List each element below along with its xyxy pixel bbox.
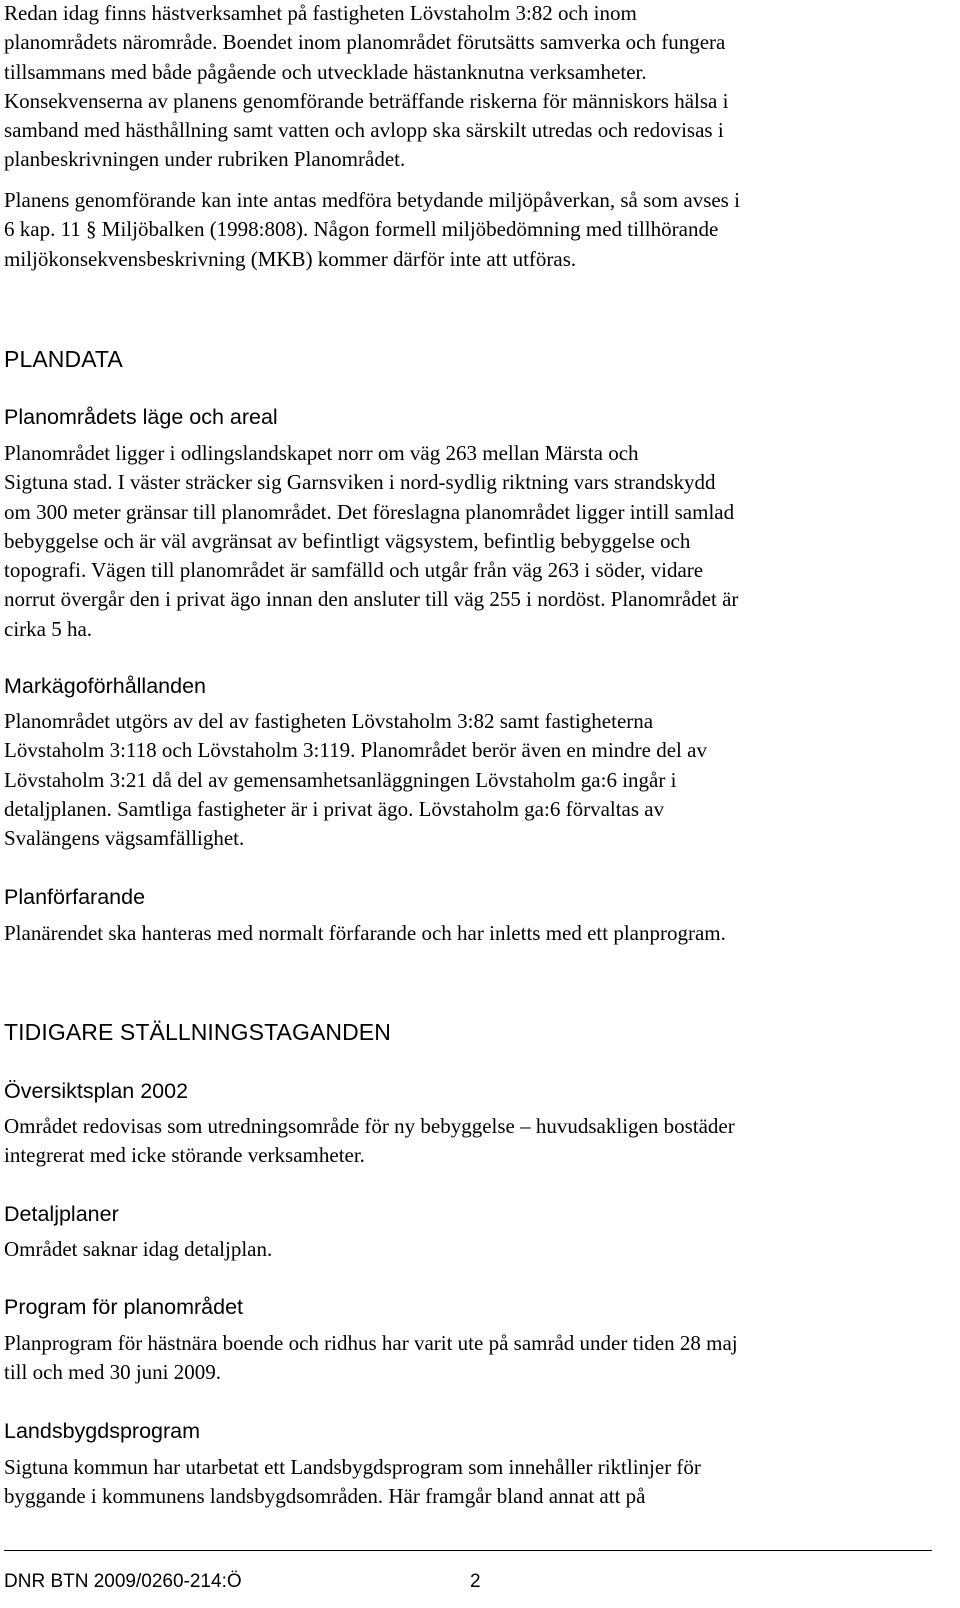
subheading-planforfarande: Planförfarande — [4, 885, 146, 909]
paragraph-landsbygdsprogram: Sigtuna kommun har utarbetat ett Landsbygdsprogram som innehåller riktlinjer för byggande i kommunens landsbygdsområden. Här framgår bland annat att på — [4, 1455, 701, 1509]
footer-document-reference: DNR BTN 2009/0260-214:Ö — [4, 1571, 242, 1592]
paragraph-lage-och-areal: Planområdet ligger i odlingslandskapet norr om väg 263 mellan Märsta och Sigtuna stad. I väster sträcker sig Garnsviken i nord-sydlig riktning vars strandskydd om 300 meter gränsar till planområdet. Det föreslagna planområdet ligger intill samlad bebyggelse och är väl avgränsat av befintligt vägsystem, befintlig bebyggelse och topografi. Vägen till planområdet är samfälld och utgår från väg 263 i söder, vidare norrut övergår den i privat ägo innan den ansluter till väg 255 i nordöst. Planområdet är cirka 5 ha. — [4, 441, 739, 641]
subheading-program-for-planomradet: Program för planområdet — [4, 1295, 243, 1319]
paragraph-oversiktsplan: Området redovisas som utredningsområde för ny bebyggelse – huvudsakligen bostäder integrerat med icke störande verksamheter. — [4, 1114, 735, 1168]
footer-divider — [4, 1550, 932, 1551]
paragraph-program-for-planomradet: Planprogram för hästnära boende och ridhus har varit ute på samråd under tiden 28 maj till och med 30 juni 2009. — [4, 1331, 738, 1385]
subheading-detaljplaner: Detaljplaner — [4, 1202, 119, 1226]
paragraph-planforfarande: Planärendet ska hanteras med normalt förfarande och har inletts med ett planprogram. — [4, 921, 726, 945]
paragraph-detaljplaner: Området saknar idag detaljplan. — [4, 1237, 273, 1261]
subheading-landsbygdsprogram: Landsbygdsprogram — [4, 1419, 201, 1443]
section-heading-plandata: PLANDATA — [4, 346, 123, 372]
section-heading-tidigare-stallningstaganden: TIDIGARE STÄLLNINGSTAGANDEN — [4, 1019, 391, 1045]
subheading-oversiktsplan: Översiktsplan 2002 — [4, 1079, 189, 1103]
intro-paragraph-environment: Planens genomförande kan inte antas medföra betydande miljöpåverkan, så som avses i 6 kap. 11 § Miljöbalken (1998:808). Någon formell miljöbedömning med tillhörande miljökonsekvensbeskrivning (MKB) kommer därför inte att utföras. — [4, 188, 740, 271]
footer-page-number: 2 — [470, 1571, 481, 1592]
subheading-markagoforhallanden: Markägoförhållanden — [4, 674, 206, 698]
subheading-lage-och-areal: Planområdets läge och areal — [4, 405, 278, 429]
paragraph-markagoforhallanden: Planområdet utgörs av del av fastigheten Lövstaholm 3:82 samt fastigheterna Lövstaholm 3:118 och Lövstaholm 3:119. Planområdet berör även en mindre del av Lövstaholm 3:21 då del av gemensamhetsanläggningen Lövstaholm ga:6 ingår i detaljplanen. Samtliga fastigheter är i privat ägo. Lövstaholm ga:6 förvaltas av Svalängens vägsamfällighet. — [4, 709, 707, 851]
intro-paragraph-health: Redan idag finns hästverksamhet på fastigheten Lövstaholm 3:82 och inom planområdets närområde. Boendet inom planområdet förutsätts samverka och fungera tillsammans med både pågående och utvecklade hästanknutna verksamheter. Konsekvenserna av planens genomförande beträffande riskerna för människors hälsa i samband med hästhållning samt vatten och avlopp ska särskilt utredas och redovisas i planbeskrivningen under rubriken Planområdet. — [4, 1, 729, 172]
